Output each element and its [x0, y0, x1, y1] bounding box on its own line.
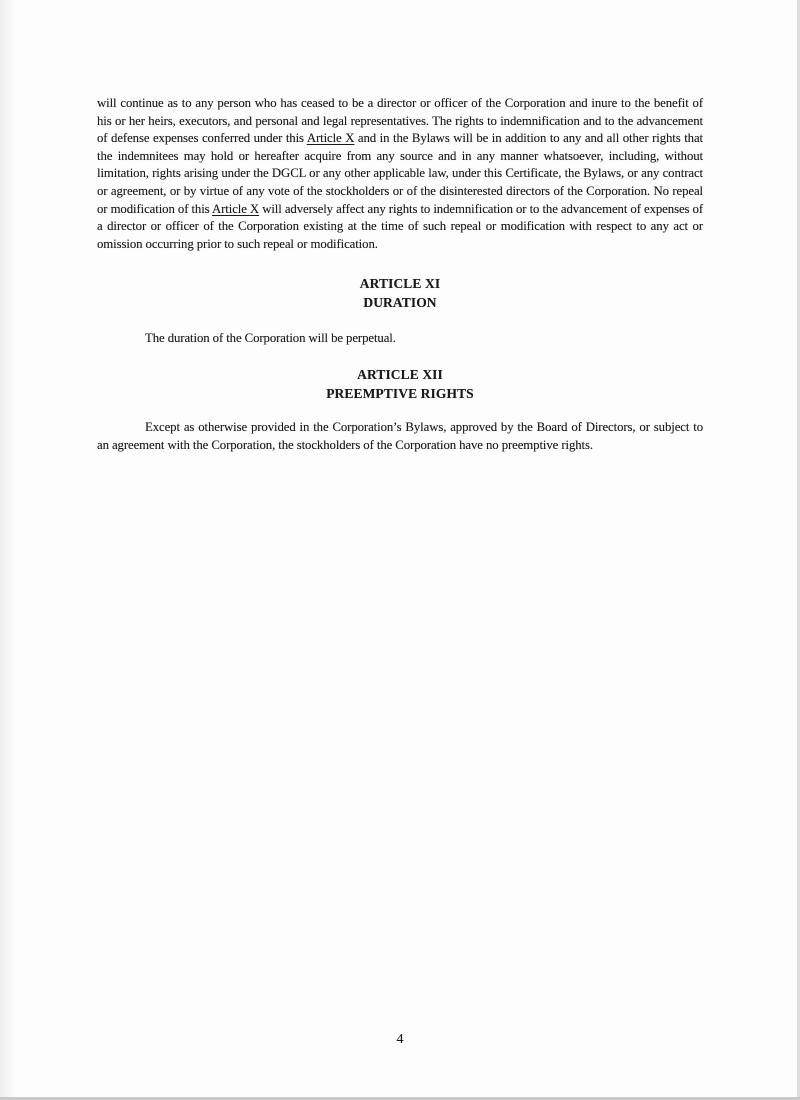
article-x-reference-1: Article X	[306, 131, 355, 146]
indemnification-paragraph	[97, 95, 703, 253]
article-xi-heading: ARTICLE XI	[359, 276, 441, 292]
article-xi-subheading: DURATION	[363, 295, 437, 311]
indemnification-paragraph-part2: and in the Bylaws will be in addition to any and all other rights that the indemnitees may hold or hereafter acquire from any source and in any manner whatsoever, including, without limitation, rights arising under the DGCL or any other applicable law, under this Certificate, the Bylaws, or any contract or agreement, or by virtue of any vote of the stockholders or of the disinterested directors of the Corporation. No repeal or modification of this	[97, 131, 703, 216]
article-xi-body: The duration of the Corporation will be perpetual.	[145, 331, 396, 346]
article-x-reference-2: Article X	[211, 201, 260, 216]
indemnification-paragraph-part3: will adversely affect any rights to indemnification or to the advancement of expenses of a director or officer of the Corporation existing at the time of such repeal or modification with respect to any act or omission occurring prior to such repeal or modification.	[97, 201, 703, 251]
article-xii-subheading: PREEMPTIVE RIGHTS	[326, 385, 474, 401]
page-number: 4	[396, 1032, 404, 1047]
article-xi-heading-block	[97, 274, 703, 312]
indemnification-paragraph-part1: will continue as to any person who has ceased to be a director or officer of the Corporation and inure to the benefit of his or her heirs, executors, and personal and legal representatives. The rights to indemnification and to the advancement of defense expenses conferred under this	[97, 96, 703, 146]
document-content	[97, 95, 703, 454]
article-xii-heading: ARTICLE XII	[357, 366, 443, 382]
article-xii-body: Except as otherwise provided in the Corporation’s Bylaws, approved by the Board of Directors, or subject to an agreement with the Corporation, the stockholders of the Corporation have no preemptive rights.	[97, 419, 703, 452]
article-xii-heading-block	[97, 365, 703, 403]
scan-edge-left	[0, 0, 16, 1100]
